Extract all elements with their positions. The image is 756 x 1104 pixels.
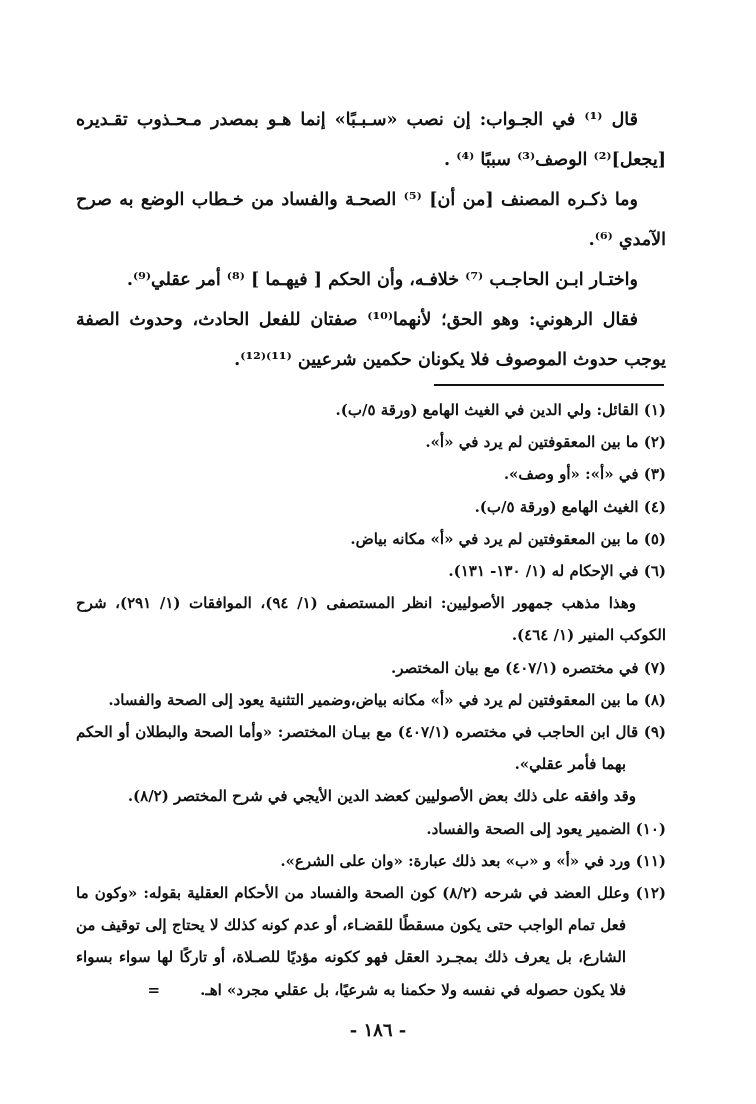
footnote: (٥) ما بين المعقوفتين لم يرد في «أ» مكانه بياض. xyxy=(350,529,666,548)
footnote: (٦) في الإحكام له (١/ ١٣٠- ١٣١). xyxy=(448,562,666,581)
continuation-mark: = xyxy=(147,980,161,999)
footnote: (١٠) الضمير يعود إلى الصحة والفساد. xyxy=(426,819,666,838)
footnote: (١١) ورد في «أ» و «ب» بعد ذلك عبارة: «وان على الشرع». xyxy=(280,851,666,870)
footnote: (١) القائل: ولي الدين في الغيث الهامع (ورقة ٥/ب). xyxy=(335,401,666,419)
footnote xyxy=(76,877,666,1006)
footnote: (٣) في «أ»: «أو وصف». xyxy=(503,465,666,484)
main-paragraph: واختـار ابـن الحاجـب ⁽⁷⁾ خلافـه، وأن الحكم [ فيهـما ] ⁽⁸⁾ أمر عقلي⁽⁹⁾. xyxy=(126,270,638,290)
footnote-separator xyxy=(434,384,664,386)
page-number: - ١٨٦ - xyxy=(349,1020,407,1041)
main-paragraph: قال ⁽¹⁾ في الجـواب: إن نصب «سـبـبًا» إنما هـو بمصدر مـحـذوب تقـديره [يجعل]⁽²⁾ الوصف⁽³⁾ سببًا ⁽⁴⁾ . xyxy=(76,110,666,170)
footnote-text: (١٢) وعلل العضد في شرحه (٨/٢) كون الصحة والفساد من الأحكام العقلية بقوله: «وكون ما فعل تمام الواجب حتى يكون مسقطًا للقضـاء، أو عدم كونه كذلك لا يحتاج إلى توقيف من الشارع، بل يعرف ذلك بمجـرد العقل فهو ككونه مؤديًا للصـلاة، أو تاركًا لها سواء بسواء فلا يكون حصوله في نفسه ولا حكمنا به شرعيًا، بل عقلي مجرد» اهـ. xyxy=(76,884,666,999)
main-text xyxy=(76,100,666,380)
footnote: (٨) ما بين المعقوفتين لم يرد في «أ» مكانه بياض،وضمير التثنية يعود إلى الصحة والفساد. xyxy=(108,690,666,709)
footnote-continuation: وهذا مذهب جمهور الأصوليين: انظر المستصفى (١/ ٩٤)، الموافقات (١/ ٢٩١)، شرح الكوكب المنير (١/ ٤٦٤). xyxy=(76,594,666,645)
footnote: (٩) قال ابن الحاجب في مختصره (٤٠٧/١) مع بيـان المختصر: «وأما الصحة والبطلان أو الحكم بهما فأمر عقلي». xyxy=(76,723,666,774)
footnote: (٧) في مختصره (٤٠٧/١) مع بيان المختصر. xyxy=(390,658,666,677)
main-paragraph: وما ذكـره المصنف [من أن] ⁽⁵⁾ الصحـة والفساد من خـطاب الوضع به صرح الآمدي ⁽⁶⁾. xyxy=(76,190,666,250)
footnote: (٤) الغيث الهامع (ورقة ٥/ب). xyxy=(474,497,666,516)
main-paragraph: فقال الرهوني: وهو الحق؛ لأنهما⁽¹⁰⁾ صفتان للفعل الحادث، وحدوث الصفة يوجب حدوث الموصوف فلا يكونان حكمين شرعيين ⁽¹¹⁾⁽¹²⁾. xyxy=(76,310,666,370)
footnote: (٢) ما بين المعقوفتين لم يرد في «أ». xyxy=(425,433,666,452)
footnote-continuation: وقد وافقه على ذلك بعض الأصوليين كعضد الدين الأيجي في شرح المختصر (٨/٢). xyxy=(127,787,636,806)
footnotes xyxy=(76,394,666,1006)
